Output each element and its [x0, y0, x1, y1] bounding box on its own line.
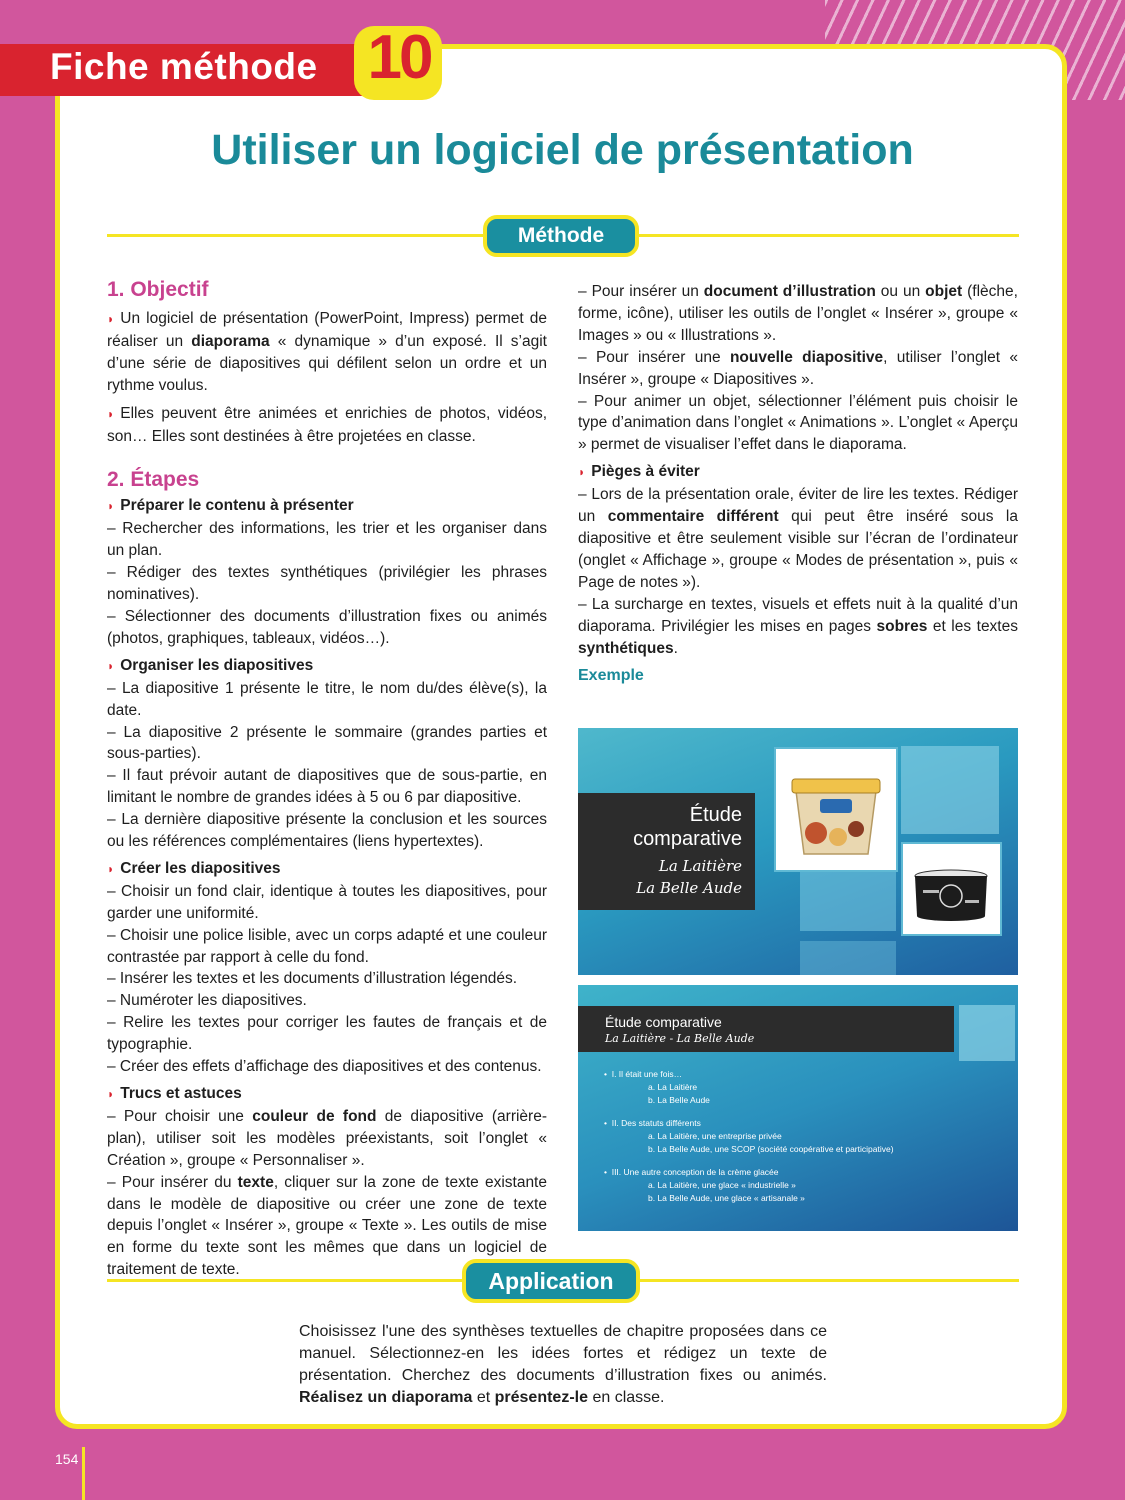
bullet-icon: ◗ — [578, 465, 586, 480]
objectif-paragraph-1 — [107, 308, 547, 397]
bullet-icon: ◗ — [107, 312, 115, 326]
outline-subitem: a. La Laitière, une glace « industrielle » — [648, 1180, 796, 1190]
left-column — [107, 277, 547, 1281]
outline-subitem: a. La Laitière — [648, 1082, 698, 1092]
slide2-subtitle: La Laitière - La Belle Aude — [605, 1032, 755, 1045]
trucs-title-text: Trucs et astuces — [120, 1085, 242, 1102]
slide1-sub-line: La Belle Aude — [636, 879, 742, 897]
outline-subitem: a. La Laitière, une entreprise privée — [648, 1131, 782, 1141]
bullet-icon: ◗ — [107, 658, 115, 673]
text: Choisissez l'une des synthèses textuelles de chapitre proposées dans ce manuel. Sélectionnez-en les idées fortes et rédigez un texte de présentation. Cherchez des documents d’illustration fixes ou animés. — [299, 1323, 827, 1384]
bold-text: synthétiques — [578, 639, 674, 657]
application-pill: Application — [462, 1259, 640, 1303]
slide1-sub-line: La Laitière — [658, 857, 742, 875]
slide2-title-bar — [578, 1006, 954, 1052]
text: ou un — [875, 283, 926, 300]
example-slide-2 — [578, 985, 1018, 1231]
objectif-p1-text-end: « dynamique » d’un exposé. Il s’agit d’une série de diapositives qui défilent selon un ordre et un rythme voulus. — [107, 332, 547, 394]
objectif-p1-bold: diaporama — [191, 332, 270, 350]
bold-text: Réalisez un diaporama — [299, 1389, 473, 1406]
preparer-line: – Sélectionner des documents d’illustration fixes ou animés (photos, graphiques, tableaux, vidéos…). — [107, 607, 547, 647]
text: en classe. — [588, 1389, 665, 1406]
objectif-p2-text: Elles peuvent être animées et enrichies de photos, vidéos, son… Elles sont destinées à être projetées en classe. — [107, 404, 547, 445]
fiche-label: Fiche méthode — [50, 46, 318, 87]
product-photo-laitiere — [774, 747, 898, 872]
bold-text: nouvelle diapositive — [729, 348, 884, 366]
bold-text: objet — [925, 283, 963, 300]
methode-pill: Méthode — [483, 215, 639, 257]
bold-text: présentez-le — [494, 1389, 588, 1406]
pieges-title — [578, 461, 1018, 484]
slide1-title-line: comparative — [633, 828, 742, 850]
organiser-line: – La diapositive 1 présente le titre, le nom du/des élève(s), la date. — [107, 679, 547, 719]
creer-line: – Choisir un fond clair, identique à toutes les diapositives, pour garder une uniformité. — [107, 882, 547, 922]
creer-line: – Choisir une police lisible, avec un corps adapté et une couleur contrastée par rapport à celle du fond. — [107, 926, 547, 966]
exemple-label: Exemple — [578, 667, 644, 685]
organiser-line: – La dernière diapositive présente la conclusion et les sources ou les références complémentaires (liens hypertextes). — [107, 811, 547, 851]
trucs-line-1 — [107, 1106, 547, 1172]
trucs-line-5: – Pour animer un objet, sélectionner l’élément puis choisir le type d’animation dans l’onglet « Animations ». L’onglet « Aperçu » permet de visualiser l’effet dans le diaporama. — [578, 392, 1018, 454]
preparer-line: – Rédiger des textes synthétiques (privilégier les phrases nominatives). — [107, 564, 547, 604]
outline-text: III. Une autre conception de la crème glacée — [611, 1167, 779, 1177]
product-photo-belle-aude — [901, 842, 1002, 936]
text: , cliquer sur la zone de texte existante dans le modèle de diapositive ou créer une zone de texte depuis l’onglet « Insérer », groupe « Texte ». Les outils de mise en forme du texte sont les mêmes que dans un logiciel de traitement de texte. — [107, 1173, 547, 1279]
preparer-line: – Rechercher des informations, les trier et les organiser dans un plan. — [107, 520, 547, 560]
deco-square — [901, 746, 999, 834]
bullet-icon: ◗ — [107, 861, 115, 876]
slide2-title: Étude comparative — [605, 1014, 722, 1030]
objectif-paragraph-2 — [107, 403, 547, 448]
etapes-heading: 2. Étapes — [107, 468, 200, 492]
text: (flèche, forme, icône), utiliser les outils de l’onglet « Insérer », groupe « Images » ou « Illustrations ». — [578, 283, 1018, 344]
bullet-icon: ◗ — [107, 499, 115, 514]
bold-text: commentaire différent — [607, 508, 779, 526]
objectif-p1-text: Un logiciel de présentation (PowerPoint, Impress) permet de réaliser un — [107, 310, 547, 350]
text: et — [472, 1389, 495, 1406]
deco-square — [800, 941, 896, 975]
right-column — [578, 281, 1018, 687]
outline-item: • II. Des statuts différents — [604, 1118, 701, 1128]
creer-line: – Insérer les textes et les documents d’illustration légendés. — [107, 970, 518, 988]
preparer-title — [107, 495, 547, 518]
text: qui peut être inséré sous la diapositive et être seulement visible sur l’écran de l’ordinateur (onglet « Affichage », groupe « Modes de présentation », puis « Page de notes »). — [578, 508, 1018, 591]
outline-item: • III. Une autre conception de la crème glacée — [604, 1167, 779, 1177]
text: – Pour insérer un — [578, 283, 704, 300]
page-title: Utiliser un logiciel de présentation — [211, 126, 914, 174]
outline-subitem: b. La Belle Aude, une glace « artisanale » — [648, 1193, 805, 1203]
text: – Pour insérer une — [578, 348, 730, 366]
ice-cream-pot-icon — [903, 844, 1000, 934]
slide1-title-box — [578, 793, 755, 910]
organiser-line: – La diapositive 2 présente le sommaire (grandes parties et sous-parties). — [107, 723, 547, 763]
creer-line: – Créer des effets d’affichage des diapositives et des contenus. — [107, 1058, 542, 1076]
slide1-subtitle — [636, 855, 742, 899]
preparer-title-text: Préparer le contenu à présenter — [120, 497, 354, 515]
text: et les textes — [927, 617, 1018, 635]
fiche-number: 10 — [367, 23, 431, 92]
slide1-title-line: Étude — [689, 804, 742, 826]
page-number: 154 — [55, 1451, 79, 1467]
bold-text: document d’illustration — [703, 283, 876, 300]
pieges-title-text: Pièges à éviter — [591, 463, 700, 481]
creer-line: – Relire les textes pour corriger les fautes de français et de typographie. — [107, 1014, 547, 1054]
outline-item: • I. Il était une fois… — [604, 1069, 683, 1079]
trucs-line-4 — [578, 347, 1018, 391]
text: . — [673, 639, 678, 657]
bullet-icon: ◗ — [107, 406, 115, 421]
organiser-title-text: Organiser les diapositives — [120, 656, 314, 674]
creer-line: – Numéroter les diapositives. — [107, 992, 307, 1010]
outline-subitem: b. La Belle Aude, une SCOP (société coopérative et participative) — [648, 1144, 894, 1154]
bold-text: couleur de fond — [252, 1107, 377, 1125]
example-slide-1 — [578, 728, 1018, 975]
deco-square — [959, 1005, 1015, 1061]
page-number-bar — [82, 1447, 85, 1500]
bullet-icon: ◗ — [107, 1087, 115, 1101]
pieges-line-1 — [578, 484, 1018, 594]
slide2-outline — [604, 1068, 894, 1205]
bold-text: sobres — [876, 617, 928, 635]
pieges-line-2 — [578, 594, 1018, 660]
trucs-title — [107, 1083, 547, 1106]
text: – La surcharge en textes, visuels et effets nuit à la qualité d’un diaporama. Privilégier les mises en pages — [578, 595, 1018, 635]
organiser-title — [107, 655, 547, 678]
text: de diapositive (arrière-plan), utiliser soit les modèles préexistants, soit l’onglet « Création », groupe « Personnaliser ». — [107, 1107, 547, 1169]
trucs-line-3 — [578, 281, 1018, 347]
ice-cream-tub-icon — [776, 749, 896, 870]
outline-text: I. Il était une fois… — [611, 1069, 683, 1079]
creer-title-text: Créer les diapositives — [120, 859, 281, 877]
organiser-line: – Il faut prévoir autant de diapositives que de sous-partie, en limitant le nombre de grandes idées à 5 ou 6 par diapositive. — [107, 767, 547, 807]
text: , utiliser l’onglet « Insérer », groupe « Diapositives ». — [578, 348, 1018, 388]
bold-text: texte — [237, 1173, 274, 1191]
text: – Lors de la présentation orale, éviter de lire les textes. Rédiger un — [578, 486, 1018, 526]
slide1-title — [633, 803, 742, 851]
application-text — [299, 1321, 827, 1409]
creer-title — [107, 858, 547, 881]
text: – Pour choisir une — [107, 1107, 253, 1125]
outline-subitem: b. La Belle Aude — [648, 1095, 710, 1105]
outline-text: II. Des statuts différents — [611, 1118, 701, 1128]
text: – Pour insérer du — [107, 1173, 238, 1191]
objectif-heading: 1. Objectif — [107, 278, 209, 301]
